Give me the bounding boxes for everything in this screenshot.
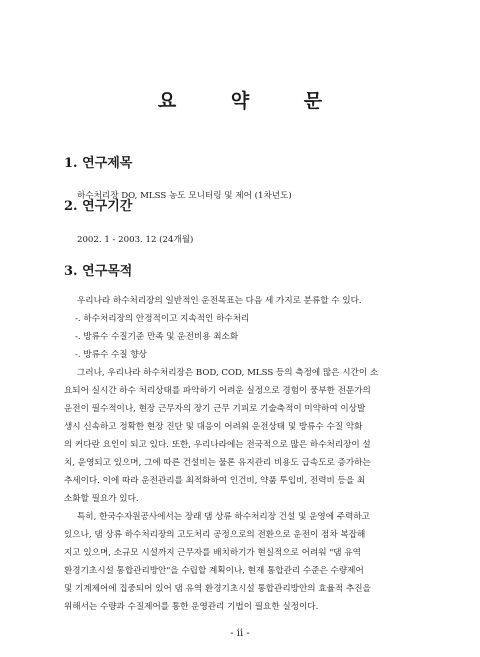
research-period-text: 2002. 1 - 2003. 12 (24개월) xyxy=(77,235,194,245)
paragraph-line: 위해서는 수량과 수질제어를 통한 운영관리 기법이 필요한 실정이다. xyxy=(64,602,319,612)
research-title-text: 하수처리장 DO, MLSS 농도 모니터링 및 제어 (1차년도) xyxy=(77,191,292,201)
paragraph-line: 운전이 필수적이나, 현장 근무자의 장기 근무 기피로 기술축적이 미약하여 이상발 xyxy=(64,404,366,414)
purpose-bullet: -. 방류수 수질기준 만족 및 운전비용 최소화 xyxy=(75,332,239,342)
paragraph-line: 특히, 한국수자원공사에서는 장래 댐 상류 하수처리장 건설 및 운영에 주력하고 xyxy=(77,512,370,522)
purpose-intro: 우리나라 하수처리장의 일반적인 운전목표는 다음 세 가지로 분류할 수 있다. xyxy=(77,296,362,306)
section-heading-research-title: 1. 연구제목 xyxy=(64,156,133,171)
section-heading-research-purpose: 3. 연구목적 xyxy=(64,264,133,279)
page-title: 요 약 문 xyxy=(157,90,347,112)
paragraph-line: 지고 있으며, 소규모 시설까지 근무자를 배치하기가 현실적으로 어려워 "댐 유역 xyxy=(64,548,361,558)
paragraph-line: 및 기계제어에 집중되어 있어 댐 유역 환경기초시설 통합관리방안의 효율적 추진을 xyxy=(64,584,371,594)
paragraph-line: 있으나, 댐 상류 하수처리장의 고도처리 공정으로의 전환으로 운전이 점차 복잡해 xyxy=(64,530,366,540)
purpose-bullet: -. 방류수 수질 향상 xyxy=(75,350,147,360)
paragraph-line: 생시 신속하고 정확한 현장 진단 및 대응이 어려워 운전상태 및 방류수 수질 악화 xyxy=(64,422,363,432)
section-heading-research-period: 2. 연구기간 xyxy=(64,199,133,214)
paragraph-line: 소화할 필요가 있다. xyxy=(64,494,139,504)
paragraph-line: 요되어 실시간 하수 처리상태를 파악하기 어려운 실정으로 경험이 풍부한 전문가의 xyxy=(64,386,371,396)
paragraph-line: 그러나, 우리나라 하수처리장은 BOD, COD, MLSS 등의 측정에 많은 시간이 소 xyxy=(77,368,379,378)
page-number: - ii - xyxy=(230,628,250,639)
paragraph-line: 환경기초시설 통합관리방안"을 수립할 계획이나, 현재 통합관리 수준은 수량제어 xyxy=(64,566,364,576)
paragraph-line: 치, 운영되고 있으며, 그에 따른 건설비는 물론 유지관리 비용도 급속도로 증가하는 xyxy=(64,458,371,468)
paragraph-line: 추세이다. 이에 따라 운전관리를 최적화하여 인건비, 약품 투입비, 전력비 등을 최 xyxy=(64,476,366,486)
purpose-bullet: -. 하수처리장의 안정적이고 지속적인 하수처리 xyxy=(75,314,250,324)
paragraph-line: 의 커다란 요인이 되고 있다. 또한, 우리나라에는 전국적으로 많은 하수처리장이 설 xyxy=(64,440,371,450)
